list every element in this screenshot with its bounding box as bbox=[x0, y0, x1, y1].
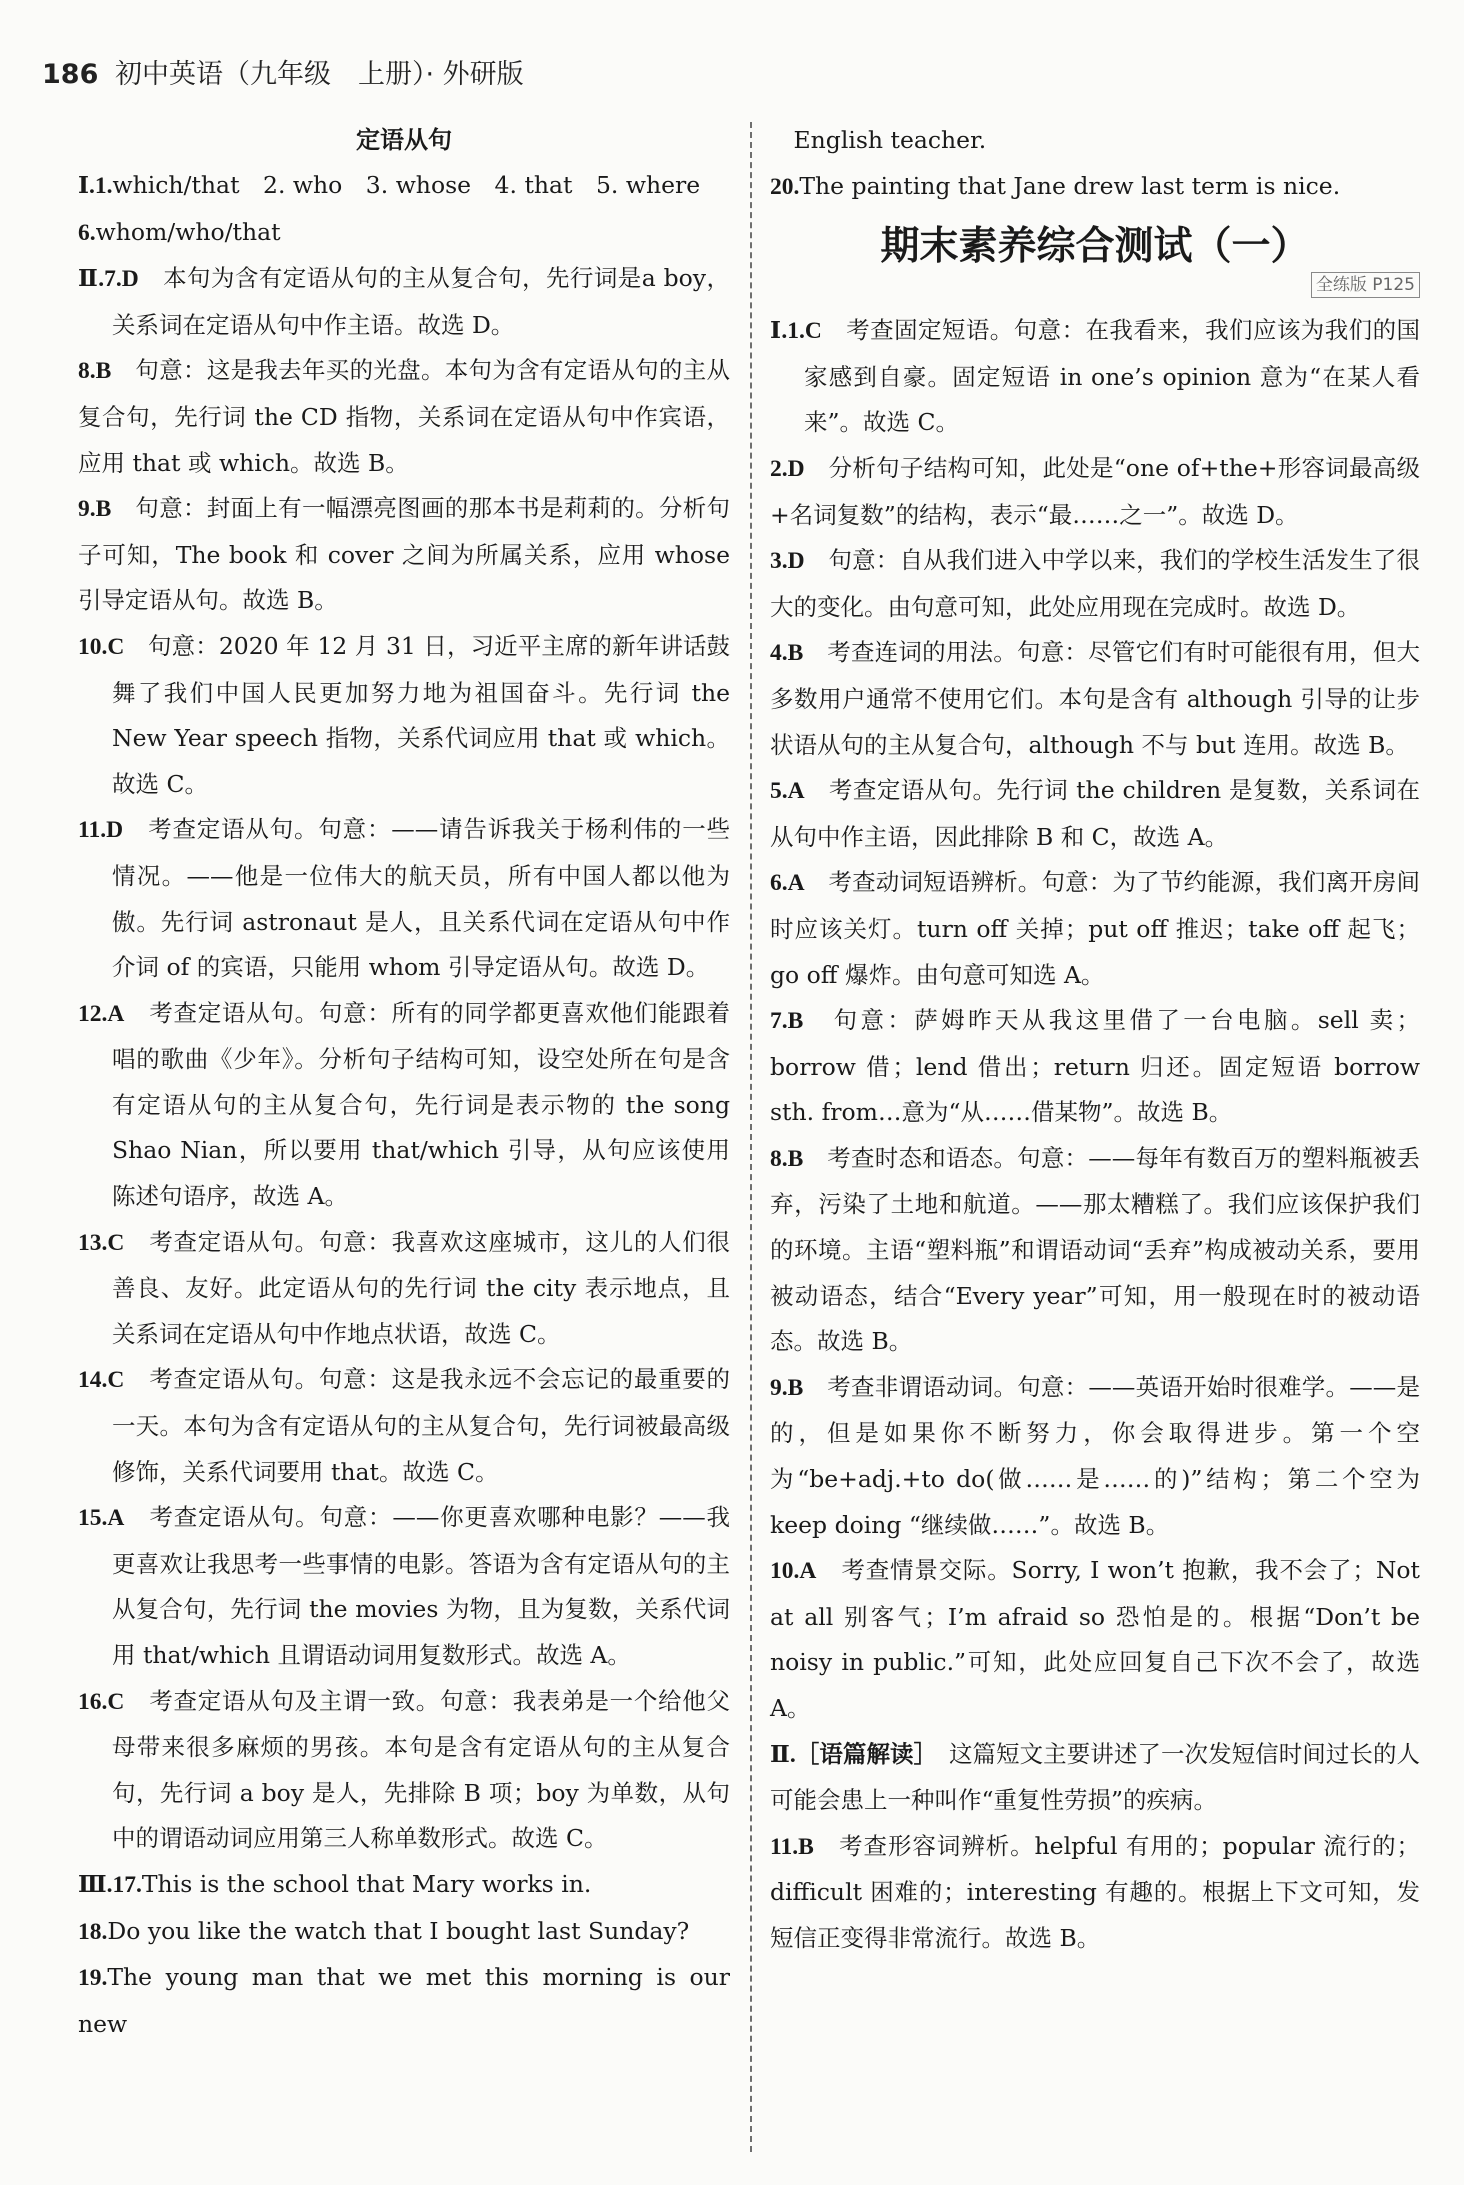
item-number: Ⅱ. bbox=[770, 1741, 796, 1768]
item-text: 考查情景交际。Sorry, I won’t 抱歉，我不会了；Not at all 别客气；I’m afraid so 恐怕是的。根据“Don’t be noisy in public.”可知，此处应回复自己下次不会了，故选 A。 bbox=[770, 1556, 1420, 1722]
answer-item bbox=[770, 164, 1420, 211]
item-number: 2.D bbox=[770, 455, 805, 482]
answer-item bbox=[78, 486, 730, 624]
page-ref-wrap bbox=[770, 272, 1420, 302]
item-text: 考查定语从句。句意：我喜欢这座城市，这儿的人们很善良、友好。此定语从句的先行词 the city 表示地点，且关系词在定语从句中作地点状语，故选 C。 bbox=[112, 1227, 731, 1348]
test-title: 期末素养综合测试（一） bbox=[880, 224, 1310, 270]
item-number: 13.C bbox=[78, 1229, 125, 1256]
item-number: 8.B bbox=[770, 1145, 804, 1172]
item-text: 分析句子结构可知，此处是“one of+the+形容词最高级+名词复数”的结构，表示“最……之一”。故选 D。 bbox=[770, 453, 1421, 529]
item-number: 19. bbox=[78, 1965, 108, 1992]
item-number: 9.B bbox=[78, 496, 112, 523]
answer-item bbox=[78, 1357, 730, 1495]
item-number: 6. bbox=[78, 219, 96, 246]
item-number: 20. bbox=[770, 173, 800, 200]
answer-item bbox=[770, 998, 1420, 1136]
item-text: 考查非谓语动词。句意：——英语开始时很难学。——是的，但是如果你不断努力，你会取得进步。第一个空为“be+adj.+to do(做……是……的)”结构；第二个空为 keep doing “继续做……”。故选 B。 bbox=[770, 1372, 1421, 1539]
item-text: 句意：封面上有一幅漂亮图画的那本书是莉莉的。分析句子可知，The book 和 cover 之间为所属关系，应用 whose 引导定语从句。故选 B。 bbox=[78, 494, 731, 615]
continued-text bbox=[770, 118, 1420, 164]
item-text: 考查定语从句。句意：这是我永远不会忘记的最重要的一天。本句为含有定语从句的主从复合句，先行词被最高级修饰，关系代词要用 that。故选 C。 bbox=[112, 1365, 731, 1486]
item-number: 10.C bbox=[78, 633, 125, 660]
section-title: 定语从句 bbox=[356, 126, 452, 154]
answer-item bbox=[78, 807, 730, 990]
answer-item bbox=[770, 860, 1420, 998]
item-text: 句意：2020 年 12 月 31 日，习近平主席的新年讲话鼓舞了我们中国人民更加努力地为祖国奋斗。先行词 the New Year speech 指物，关系代词应用 that 或 which。故选 C。 bbox=[112, 631, 730, 798]
item-number: Ⅱ.7.D bbox=[78, 266, 139, 293]
answer-item bbox=[78, 1862, 730, 1909]
item-number: 15.A bbox=[78, 1505, 125, 1532]
answer-item bbox=[78, 210, 730, 257]
item-number: 16.C bbox=[78, 1688, 125, 1715]
answer-item bbox=[78, 624, 730, 807]
answer-item bbox=[770, 446, 1420, 538]
item-number: 12.A bbox=[78, 1000, 125, 1027]
item-number: 6.A bbox=[770, 870, 805, 897]
item-number: 4.B bbox=[770, 640, 804, 667]
answer-item bbox=[770, 538, 1420, 630]
answer-item bbox=[770, 1732, 1420, 1824]
item-text: 考查定语从句及主谓一致。句意：我表弟是一个给他父母带来很多麻烦的男孩。本句是含有定语从句的主从复合句，先行词 a boy 是人，先排除 B 项；boy 为单数，从句中的谓语动词应用第三人称单数形式。故选 C。 bbox=[112, 1686, 731, 1853]
item-text: 考查定语从句。句意：——你更喜欢哪种电影？——我更喜欢让我思考一些事情的电影。答语为含有定语从句的主从复合句，先行词 the movies 为物，且为复数，关系代词用 that/which 且谓语动词用复数形式。故选 A。 bbox=[112, 1503, 731, 1669]
item-text: 本句为含有定语从句的主从复合句，先行词是a boy，关系词在定语从句中作主语。故选 D。 bbox=[112, 264, 731, 339]
answer-item bbox=[78, 1679, 730, 1862]
item-number: 11.D bbox=[78, 817, 124, 844]
item-number: 11.B bbox=[770, 1833, 814, 1860]
item-text: The painting that Jane drew last term is nice. bbox=[799, 171, 1341, 200]
answer-item bbox=[770, 308, 1420, 446]
item-text: 这篇短文主要讲述了一次发短信时间过长的人可能会患上一种叫作“重复性劳损”的疾病。 bbox=[770, 1739, 1421, 1815]
item-number: 14.C bbox=[78, 1367, 125, 1394]
answer-item bbox=[770, 1136, 1420, 1365]
item-number: 9.B bbox=[770, 1374, 804, 1401]
right-column bbox=[770, 118, 1420, 1962]
item-number: 10.A bbox=[770, 1558, 817, 1585]
item-text: 考查连词的用法。句意：尽管它们有时可能很有用，但大多数用户通常不使用它们。本句是含有 although 引导的让步状语从句的主从复合句，although 不与 but 连用。故选 B。 bbox=[770, 638, 1420, 759]
answer-item bbox=[78, 256, 730, 348]
item-text: This is the school that Mary works in. bbox=[141, 1869, 592, 1898]
item-text: 考查形容词辨析。helpful 有用的；popular 流行的；difficult 困难的；interesting 有趣的。根据上下文可知，发短信正变得非常流行。故选 B。 bbox=[770, 1831, 1420, 1952]
book-title: 初中英语（九年级 上册）· 外研版 bbox=[114, 59, 524, 90]
answer-item bbox=[770, 630, 1420, 768]
item-text: 句意：萨姆昨天从我这里借了一台电脑。sell 卖；borrow 借；lend 借出；return 归还。固定短语 borrow sth. from…意为“从……借某物”。故选 B。 bbox=[770, 1006, 1421, 1127]
answer-item bbox=[78, 991, 730, 1220]
item-number: Ⅲ.17. bbox=[78, 1871, 142, 1898]
item-text: 考查定语从句。句意：——请告诉我关于杨利伟的一些情况。——他是一位伟大的航天员，所有中国人都以他为傲。先行词 astronaut 是人，且关系代词在定语从句中作介词 of 的宾语，只能用 whom 引导定语从句。故选 D。 bbox=[112, 815, 731, 982]
answer-item bbox=[78, 1955, 730, 2047]
page-number: 186 bbox=[42, 59, 99, 90]
page-header bbox=[42, 52, 524, 91]
left-column bbox=[78, 118, 730, 2047]
page-ref-tag: 全练版 P125 bbox=[1311, 272, 1420, 298]
item-text: English teacher. bbox=[793, 126, 987, 154]
item-number: 18. bbox=[78, 1918, 108, 1945]
item-number: Ⅰ.1. bbox=[78, 173, 113, 199]
item-text: whom/who/that bbox=[95, 217, 281, 246]
answer-item bbox=[78, 1220, 730, 1358]
item-text: 句意：自从我们进入中学以来，我们的学校生活发生了很大的变化。由句意可知，此处应用现在完成时。故选 D。 bbox=[770, 546, 1421, 621]
item-text: 考查固定短语。句意：在我看来，我们应该为我们的国家感到自豪。固定短语 in one’s opinion 意为“在某人看来”。故选 C。 bbox=[804, 316, 1421, 437]
item-text: 考查定语从句。先行词 the children 是复数，关系词在从句中作主语，因此排除 B 和 C，故选 A。 bbox=[770, 776, 1421, 851]
item-number: 5.A bbox=[770, 778, 805, 805]
answer-item bbox=[770, 1824, 1420, 1962]
answer-item bbox=[78, 1909, 730, 1956]
item-text: which/that 2. who 3. whose 4. that 5. where bbox=[112, 171, 701, 199]
item-number: 3.D bbox=[770, 548, 805, 575]
item-number: Ⅰ.1.C bbox=[770, 318, 822, 345]
item-number: 8.B bbox=[78, 358, 112, 385]
passage-label: ［语篇解读］ bbox=[795, 1739, 926, 1768]
answer-item bbox=[770, 1365, 1420, 1548]
answer-item bbox=[78, 348, 730, 486]
item-text: The young man that we met this morning is our new bbox=[78, 1963, 730, 2038]
answer-item bbox=[770, 768, 1420, 860]
item-text: Do you like the watch that I bought last Sunday? bbox=[107, 1916, 690, 1945]
item-text: 考查动词短语辨析。句意：为了节约能源，我们离开房间时应该关灯。turn off 关掉；put off 推迟；take off 起飞；go off 爆炸。由句意可知选 A。 bbox=[770, 868, 1421, 989]
item-text: 考查定语从句。句意：所有的同学都更喜欢他们能跟着唱的歌曲《少年》。分析句子结构可知，设空处所在句是含有定语从句的主从复合句，先行词是表示物的 the song Shao Nian，所以要用 that/which 引导，从句应该使用陈述句语序，故选 A。 bbox=[112, 998, 731, 1211]
answer-item bbox=[78, 163, 730, 210]
item-text: 考查时态和语态。句意：——每年有数百万的塑料瓶被丢弃，污染了土地和航道。——那太糟糕了。我们应该保护我们的环境。主语“塑料瓶”和谓语动词“丢弃”构成被动关系，要用被动语态，结合“Every year”可知，用一般现在时的被动语态。故选 B。 bbox=[770, 1143, 1421, 1356]
answer-item bbox=[78, 1495, 730, 1678]
item-text: 句意：这是我去年买的光盘。本句为含有定语从句的主从复合句，先行词 the CD 指物，关系词在定语从句中作宾语，应用 that 或 which。故选 B。 bbox=[78, 356, 731, 477]
answer-item bbox=[770, 1548, 1420, 1731]
item-number: 7.B bbox=[770, 1008, 804, 1035]
column-divider bbox=[750, 122, 752, 2152]
